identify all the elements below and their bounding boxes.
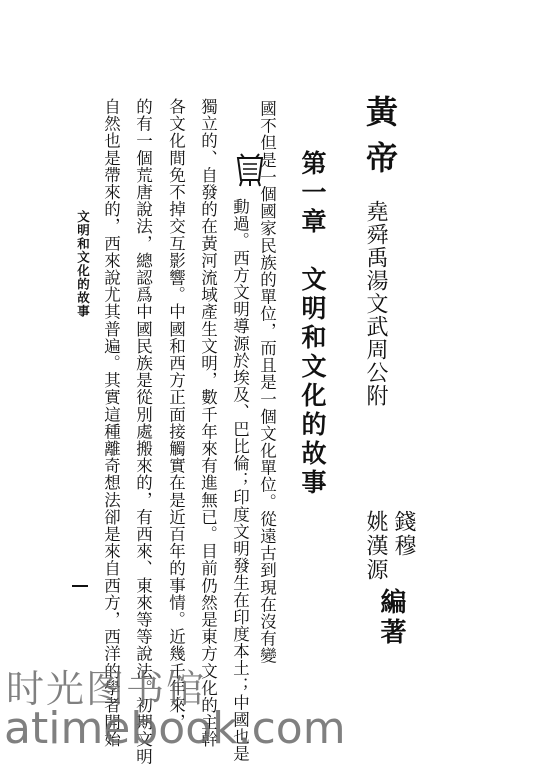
author-2: 姚漢源 — [363, 510, 388, 582]
book-title: 黃帝 — [361, 95, 399, 187]
page-number — [72, 585, 88, 587]
book-subtitle: 堯舜禹湯文武周公附 — [363, 200, 388, 407]
author-1: 錢穆 — [391, 510, 416, 558]
watermark-url: atimebook.com — [4, 703, 346, 754]
body-column-1: 國不但是一個國家民族的單位，而且是一個文化單位。從遠古到現在沒有變 — [257, 100, 277, 665]
body-column-6: 自然也是帶來的，西來說尤其普遍。其實這種離奇想法卻是來自西方，西洋的學者開始 — [101, 98, 121, 748]
body-column-4: 各文化間免不掉交互影響。中國和西方正面接觸實在是近百年的事情。近幾千年來， — [166, 98, 186, 731]
editor-role: 編著 — [376, 588, 406, 648]
body-column-3: 獨立的、自發的在黃河流域產生文明，數千年來有進無已。目前仍然是東方文化的主幹 — [198, 98, 218, 748]
body-column-5: 的有一個荒唐說法，總認爲中國民族是從別處搬來的，有西來、東來等等說法。初期文明 — [133, 98, 153, 765]
running-head: 文明和文化的故事 — [75, 210, 91, 318]
body-column-2: 動過。西方文明導源於埃及、巴比倫；印度文明發生在印度本土；中國也是 — [230, 198, 250, 763]
chapter-title: 第一章 文明和文化的故事 — [298, 150, 327, 498]
watermark-chinese: 时光图书馆 — [6, 667, 207, 711]
